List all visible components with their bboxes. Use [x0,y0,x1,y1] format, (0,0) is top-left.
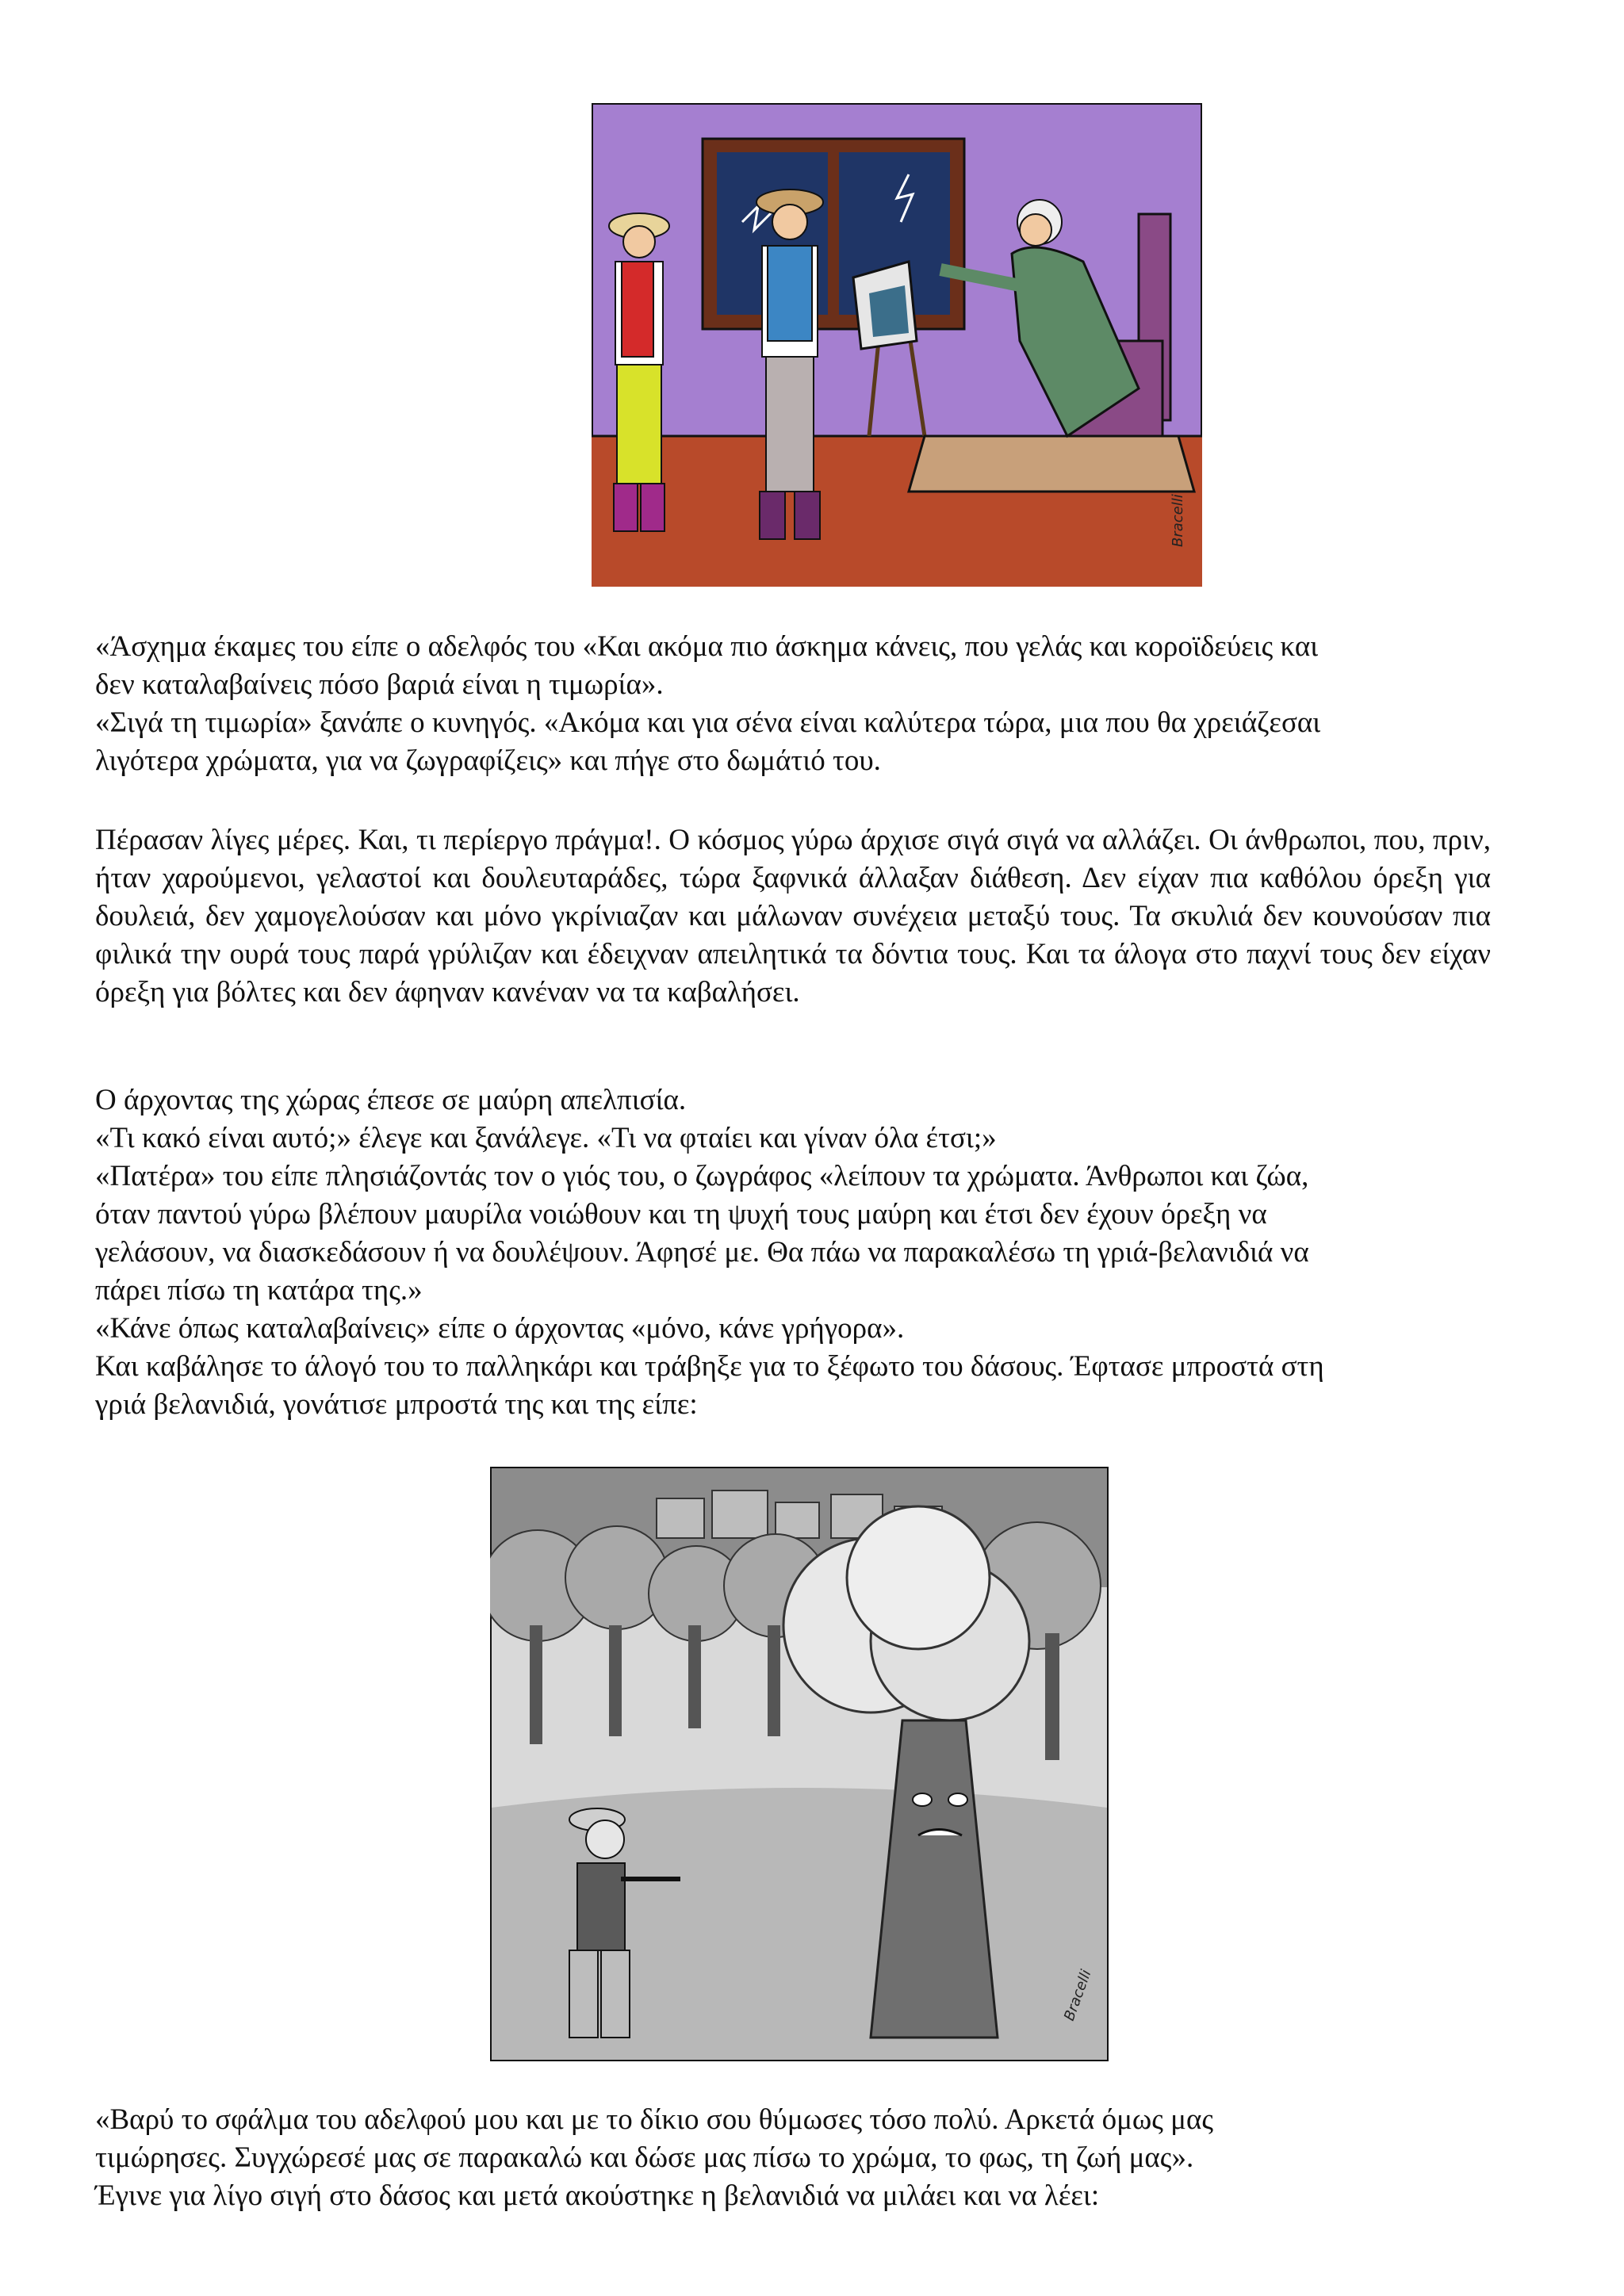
narrative-paragraph [95,821,1491,1012]
text-line: δεν καταλαβαίνεις πόσο βαριά είναι η τιμωρία». [95,668,664,701]
top-illus-signature: Bracelli [1170,494,1186,547]
text-line: «Κάνε όπως καταλαβαίνεις» είπε ο άρχοντας «μόνο, κάνε γρήγορα». [95,1312,905,1345]
text-line: λιγότερα χρώματα, για να ζωγραφίζεις» και πήγε στο δωμάτιό του. [95,744,881,777]
text-line: πάρει πίσω τη κατάρα της.» [95,1274,423,1307]
text-line: όταν παντού γύρω βλέπουν μαυρίλα νοιώθουν και τη ψυχή τους μαύρη και έτσι δεν έχουν όρεξη να [95,1198,1267,1230]
text-line: Έγινε για λίγο σιγή στο δάσος και μετά ακούστηκε η βελανιδιά να μιλάει και να λέει: [95,2179,1100,2212]
text-line: «Σιγά τη τιμωρία» ξανάπε ο κυνηγός. «Ακόμα και για σένα είναι καλύτερα τώρα, μια που θα χρειάζεσαι [95,706,1321,739]
text-line: Και καβάλησε το άλογό του το παλληκάρι και τράβηξε για το ξέφωτο του δάσους. Έφτασε μπροστά στη [95,1350,1324,1383]
text-line: «Βαρύ το σφάλμα του αδελφού μου και με το δίκιο σου θύμωσες τόσο πολύ. Αρκετά όμως μας [95,2103,1214,2136]
dialogue-block-2 [95,1081,1491,1424]
forest-oak-tree-illustration [490,1467,1109,2061]
text-line: τιμώρησες. Συγχώρεσέ μας σε παρακαλώ και δώσε μας πίσω το χρώμα, το φως, τη ζωή μας». [95,2141,1194,2174]
text-line: γριά βελανιδιά, γονάτισε μπροστά της και της είπε: [95,1388,698,1421]
text-line: «Τι κακό είναι αυτό;» έλεγε και ξανάλεγε. «Τι να φταίει και γίναν όλα έτσι;» [95,1122,997,1154]
dialogue-block-3 [95,2101,1491,2215]
painting-scene-drawing [592,103,1202,587]
paragraph-text: Πέρασαν λίγες μέρες. Και, τι περίεργο πράγμα!. Ο κόσμος γύρω άρχισε σιγά σιγά να αλλάζει. Οι άνθρωποι, που, πριν, ήταν χαρούμενοι, γελαστοί και δουλευταράδες, τώρα ξαφνικά άλλαξαν διάθεση. Δεν είχαν πια καθόλου όρεξη για δουλειά, δεν χαμογελούσαν και μόνο γκρίνιαζαν και μάλωναν συνέχεια μεταξύ τους. Τα σκυλιά δεν κουνούσαν πια φιλικά την ουρά τους παρά γρύλιζαν και έδειχναν απειλητικά τα δόντια τους. Και τα άλογα στο παχνί τους δεν είχαν όρεξη για βόλτες και δεν άφηναν κανέναν να τα καβαλήσει. [95,824,1491,1008]
dialogue-block-1 [95,628,1491,780]
text-line: Ο άρχοντας της χώρας έπεσε σε μαύρη απελπισία. [95,1084,687,1116]
text-line: «Άσχημα έκαμες του είπε ο αδελφός του «Και ακόμα πιο άσκημα κάνεις, που γελάς και κοροϊδεύεις και [95,630,1319,663]
text-line: γελάσουν, να διασκεδάσουν ή να δουλέψουν. Άφησέ με. Θα πάω να παρακαλέσω τη γριά-βελανιδιά να [95,1236,1309,1269]
forest-scene-drawing [490,1467,1109,2061]
bottom-illus-signature: Bracelli [1060,1967,1095,2023]
hunter-figure [609,213,669,531]
text-line: «Πατέρα» του είπε πλησιάζοντάς τον ο γιός του, ο ζωγράφος «λείπουν τα χρώματα. Άνθρωποι και ζώα, [95,1160,1309,1192]
painting-scene-illustration [592,103,1202,587]
